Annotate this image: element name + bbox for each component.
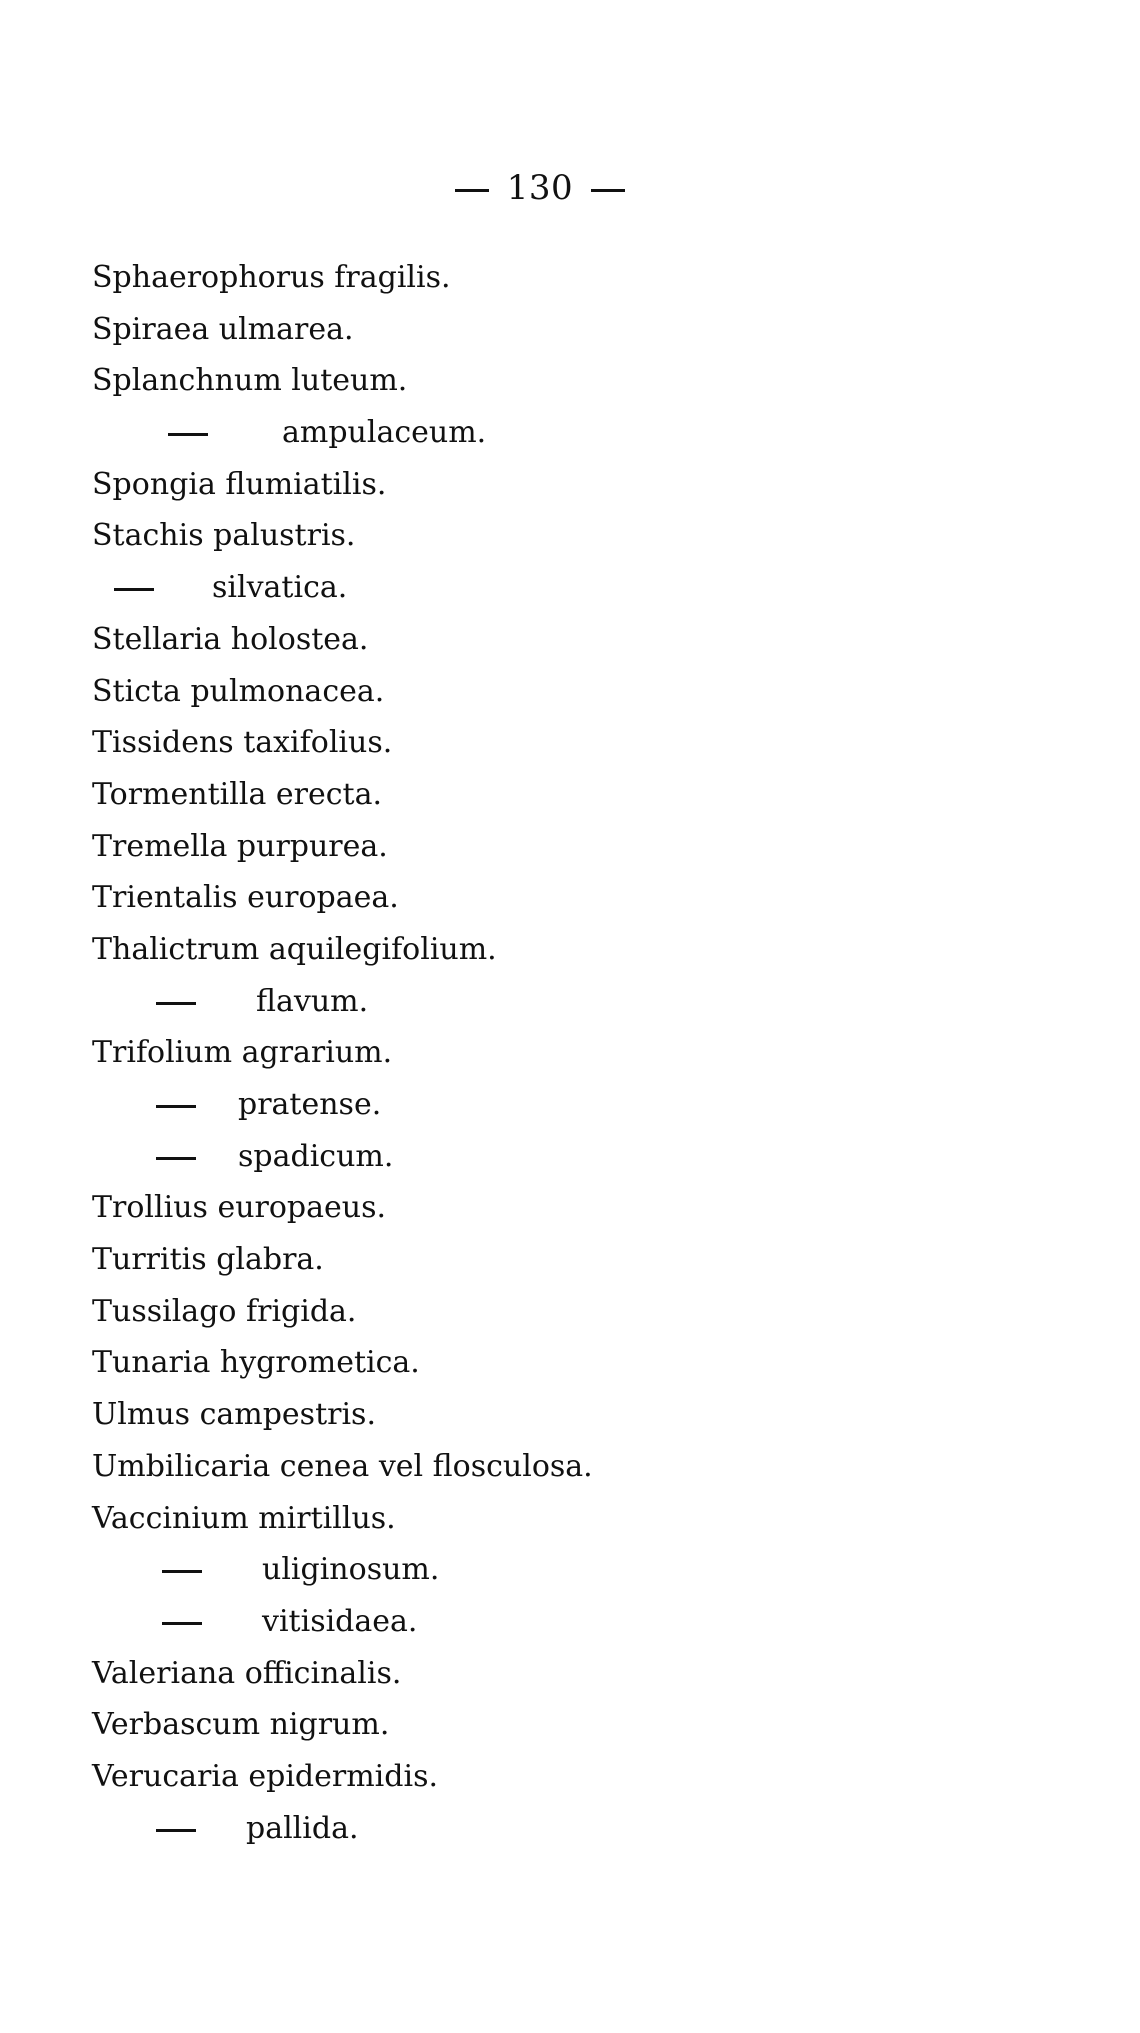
ditto-dash (168, 433, 208, 436)
ditto-dash (162, 1570, 202, 1573)
ditto-dash (114, 588, 154, 591)
page-number-left-dash (455, 189, 489, 192)
species-name: Trientalis europaea. (92, 880, 399, 916)
species-name: Tunaria hygrometica. (92, 1345, 420, 1381)
species-entry (92, 1751, 992, 1803)
species-name: Tissidens taxifolius. (92, 725, 393, 761)
species-entry (92, 1441, 992, 1493)
species-epithet: spadicum. (238, 1138, 394, 1174)
species-list (92, 252, 992, 1854)
species-entry (92, 304, 992, 356)
species-name: Tremella purpurea. (92, 828, 388, 864)
species-name: Trollius europaeus. (92, 1190, 387, 1226)
species-epithet: silvatica. (212, 570, 348, 606)
ditto-dash (162, 1622, 202, 1625)
species-entry (92, 1286, 992, 1338)
species-subentry (92, 1544, 992, 1596)
species-name: Sticta pulmonacea. (92, 673, 385, 709)
species-subentry (92, 1596, 992, 1648)
species-entry (92, 252, 992, 304)
species-name: Umbilicaria cenea vel flosculosa. (92, 1448, 593, 1484)
page-number-right-dash (591, 189, 625, 192)
species-subentry (92, 407, 992, 459)
species-entry (92, 1234, 992, 1286)
ditto-dash (156, 1002, 196, 1005)
species-entry (92, 1699, 992, 1751)
species-entry (92, 1493, 992, 1545)
species-name: Stachis palustris. (92, 518, 356, 554)
species-entry (92, 355, 992, 407)
species-name: Thalictrum aquilegifolium. (92, 931, 497, 967)
species-subentry (92, 976, 992, 1028)
species-name: Sphaerophorus fragilis. (92, 260, 451, 295)
species-entry (92, 924, 992, 976)
species-epithet: ampulaceum. (282, 415, 487, 451)
species-entry (92, 1648, 992, 1700)
species-subentry (92, 1131, 992, 1183)
species-name: Verucaria epidermidis. (92, 1758, 438, 1794)
species-name: Tormentilla erecta. (92, 776, 382, 812)
species-epithet: uliginosum. (262, 1552, 440, 1588)
ditto-dash (156, 1157, 196, 1160)
species-name: Turritis glabra. (92, 1242, 324, 1278)
species-name: Spongia flumiatilis. (92, 466, 387, 502)
page-number-header (0, 168, 1110, 208)
species-name: Trifolium agrarium. (92, 1035, 393, 1071)
species-name: Tussilago frigida. (92, 1293, 357, 1329)
species-subentry (92, 1079, 992, 1131)
species-entry (92, 459, 992, 511)
species-name: Vaccinium mirtillus. (92, 1500, 396, 1536)
species-entry (92, 1389, 992, 1441)
ditto-dash (156, 1829, 196, 1832)
species-name: Verbascum nigrum. (92, 1707, 390, 1743)
species-epithet: vitisidaea. (262, 1603, 418, 1639)
species-entry (92, 1337, 992, 1389)
species-epithet: pallida. (246, 1810, 359, 1846)
species-name: Stellaria holostea. (92, 621, 369, 657)
species-name: Spiraea ulmarea. (92, 311, 354, 347)
species-epithet: pratense. (238, 1087, 382, 1122)
ditto-dash (156, 1105, 196, 1108)
species-subentry (92, 1803, 992, 1855)
species-entry (92, 510, 992, 562)
species-entry (92, 666, 992, 718)
species-subentry (92, 562, 992, 614)
species-entry (92, 717, 992, 769)
species-name: Ulmus campestris. (92, 1397, 376, 1433)
species-entry (92, 769, 992, 821)
species-entry (92, 1027, 992, 1079)
species-name: Splanchnum luteum. (92, 363, 408, 399)
species-entry (92, 872, 992, 924)
species-entry (92, 821, 992, 873)
page-number: 130 (506, 168, 574, 208)
species-entry (92, 614, 992, 666)
species-name: Valeriana officinalis. (92, 1655, 402, 1691)
species-entry (92, 1182, 992, 1234)
species-epithet: flavum. (256, 983, 369, 1019)
